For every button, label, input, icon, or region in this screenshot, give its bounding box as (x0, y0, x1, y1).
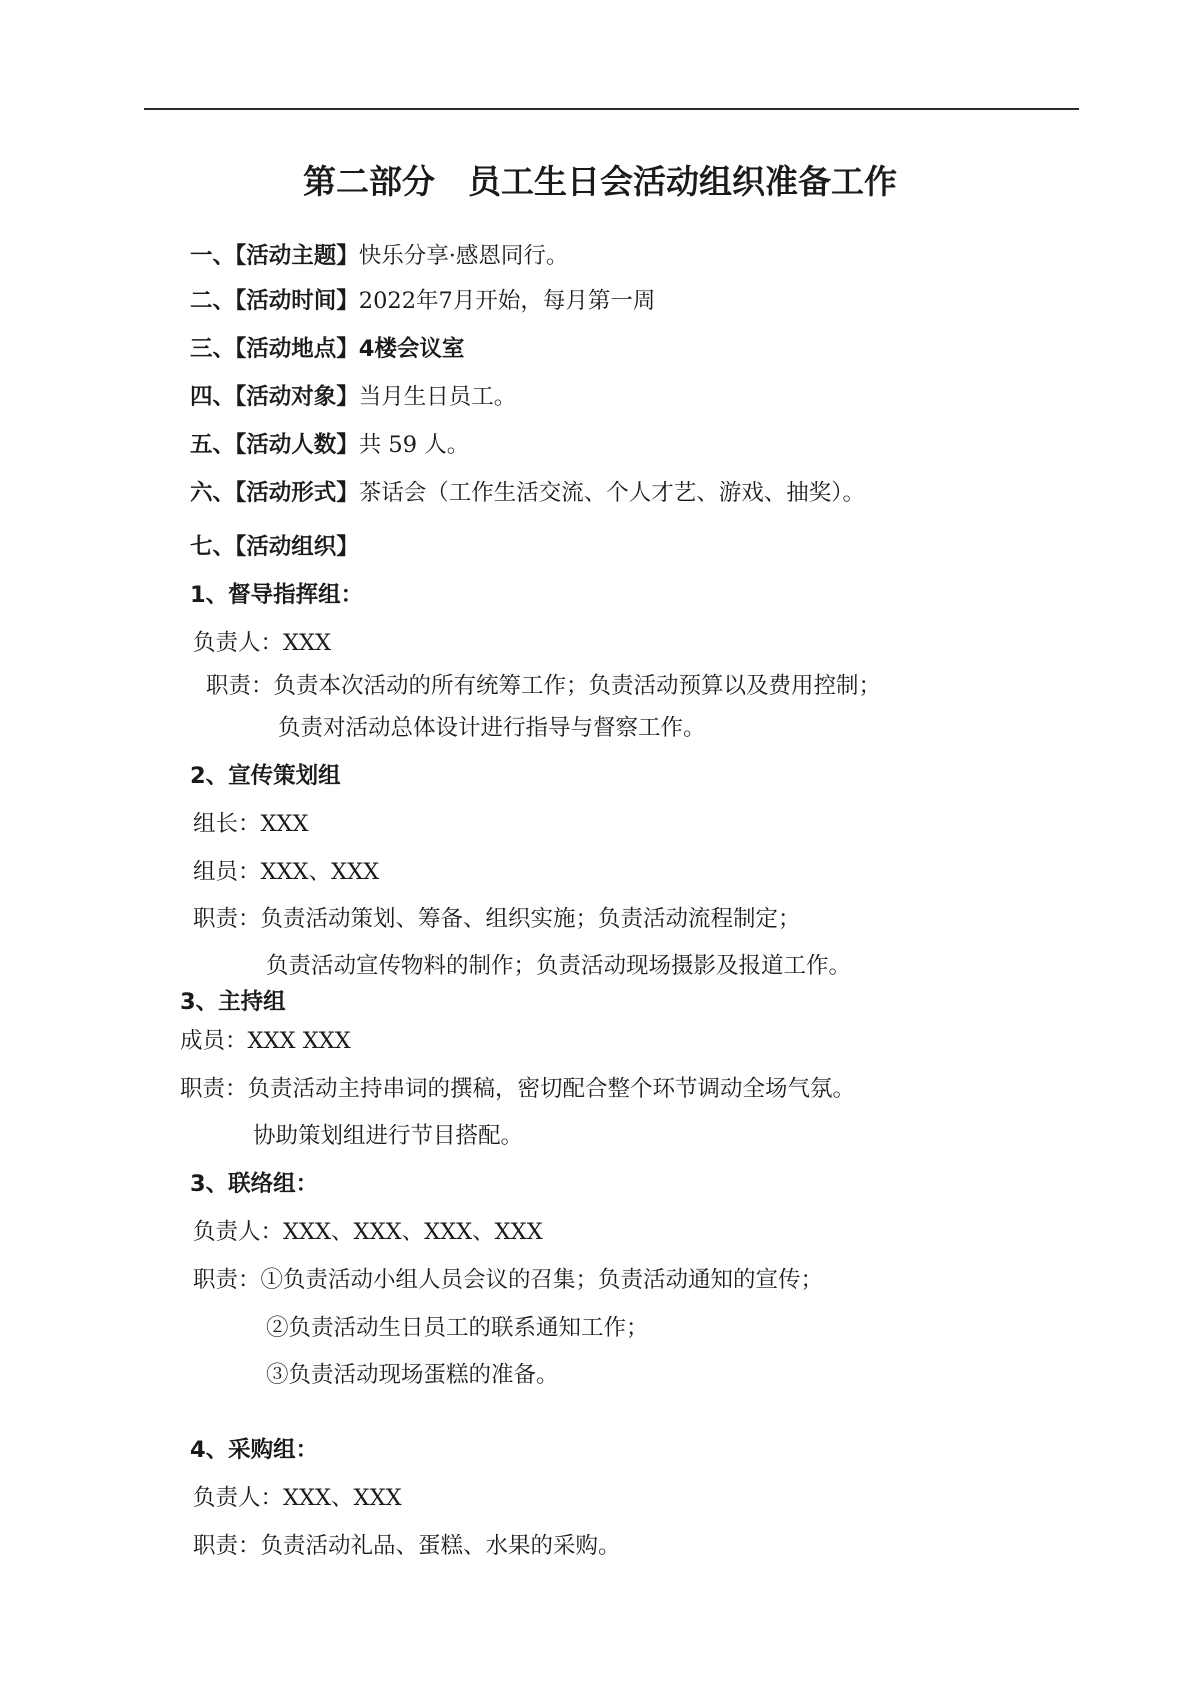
group-line: 负责人：XXX、XXX、XXX、XXX (193, 1219, 543, 1245)
item-label: 三、【活动地点】 (190, 336, 359, 362)
item-label: 四、【活动对象】 (190, 384, 359, 410)
item-value: 当月生日员工。 (358, 384, 517, 410)
item-theme (190, 240, 568, 272)
item-headcount (190, 429, 469, 461)
item-label: 五、【活动人数】 (190, 432, 359, 458)
group-line: 组员：XXX、XXX (193, 859, 380, 885)
group-line: 职责：负责活动礼品、蛋糕、水果的采购。 (193, 1533, 621, 1559)
item-value: 共 59 人。 (358, 432, 470, 458)
group-line: 负责活动宣传物料的制作；负责活动现场摄影及报道工作。 (266, 953, 852, 979)
item-location (190, 333, 464, 365)
group-heading: 2、宣传策划组 (190, 763, 341, 789)
item-label: 一、【活动主题】 (190, 243, 359, 269)
group-line: 负责人：XXX、XXX (193, 1485, 402, 1511)
item-label: 六、【活动形式】 (190, 480, 359, 506)
group-line: 负责人：XXX (193, 630, 332, 656)
group-line: 协助策划组进行节目搭配。 (253, 1123, 524, 1149)
group-line: 职责：负责活动策划、筹备、组织实施；负责活动流程制定； (193, 906, 801, 932)
group-heading: 3、主持组 (180, 989, 286, 1015)
group-heading: 1、督导指挥组： (190, 582, 364, 608)
org-heading: 七、【活动组织】 (190, 534, 359, 560)
item-time (190, 285, 655, 317)
group-heading: 3、联络组： (190, 1171, 319, 1197)
item-value: 茶话会（工作生活交流、个人才艺、游戏、抽奖）。 (358, 480, 866, 506)
item-value: 快乐分享·感恩同行。 (358, 243, 569, 269)
group-heading: 4、采购组： (190, 1437, 319, 1463)
group-line: ③负责活动现场蛋糕的准备。 (266, 1362, 559, 1388)
group-line: ②负责活动生日员工的联系通知工作； (266, 1315, 649, 1341)
group-line: 职责：①负责活动小组人员会议的召集；负责活动通知的宣传； (193, 1267, 824, 1293)
item-value: 4楼会议室 (358, 336, 465, 362)
item-audience (190, 381, 516, 413)
item-label: 二、【活动时间】 (190, 288, 359, 314)
group-line: 负责对活动总体设计进行指导与督察工作。 (278, 715, 706, 741)
group-line: 职责：负责本次活动的所有统筹工作；负责活动预算以及费用控制； (206, 673, 882, 699)
group-line: 组长：XXX (193, 811, 309, 837)
group-line: 职责：负责活动主持串词的撰稿，密切配合整个环节调动全场气氛。 (180, 1076, 856, 1102)
header-rule (144, 108, 1079, 110)
item-format (190, 477, 865, 509)
group-line: 成员：XXX XXX (180, 1028, 351, 1054)
item-value: 2022年7月开始，每月第一周 (358, 288, 656, 314)
page-title: 第二部分 员工生日会活动组织准备工作 (303, 162, 897, 201)
